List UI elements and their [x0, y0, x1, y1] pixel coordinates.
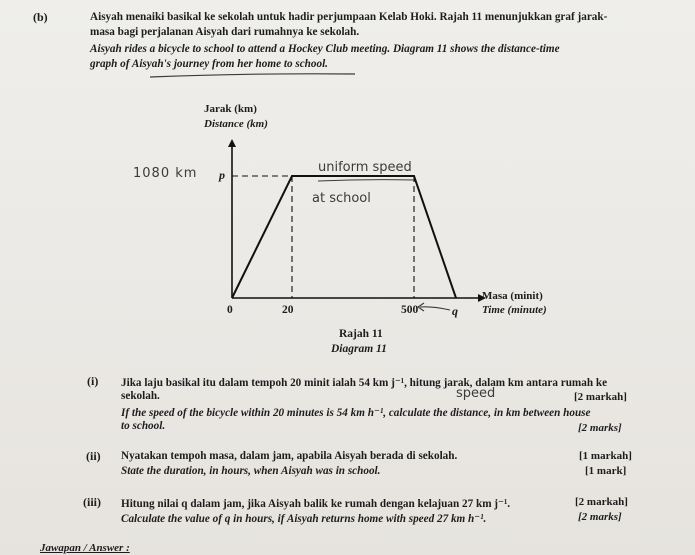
pencil-underline-uniform — [318, 180, 414, 181]
part-i-malay-line-2: sekolah. — [121, 390, 160, 402]
part-i-english-line-1: If the speed of the bicycle within 20 minutes is 54 km h⁻¹, calculate the distance, in km between house — [121, 407, 591, 419]
part-iii-number: (iii) — [83, 495, 101, 509]
part-i-english-line-2: to school. — [121, 420, 166, 432]
part-ii-marks-english: [1 mark] — [585, 465, 627, 477]
y-point-label-p: p — [219, 168, 225, 182]
diagram-label-english: Diagram 11 — [331, 343, 387, 355]
part-i-marks-english: [2 marks] — [578, 422, 622, 434]
x-tick-label-20: 20 — [282, 304, 294, 316]
part-iii-marks-english: [2 marks] — [578, 511, 622, 523]
part-iii-marks-malay: [2 markah] — [575, 496, 628, 508]
part-iii-english-line: Calculate the value of q in hours, if Aisyah returns home with speed 27 km h⁻¹. — [121, 513, 487, 525]
part-ii-english-line: State the duration, in hours, when Aisyah was in school. — [121, 465, 381, 477]
handwritten-at-school: at school — [312, 191, 371, 206]
answer-heading: Jawapan / Answer : — [40, 542, 130, 554]
part-ii-malay-line: Nyatakan tempoh masa, dalam jam, apabila Aisyah berada di sekolah. — [121, 450, 458, 462]
diagram-label-malay: Rajah 11 — [339, 328, 383, 340]
y-axis-arrow — [228, 139, 236, 147]
part-i-marks-malay: [2 markah] — [574, 391, 627, 403]
question-english-line-1: Aisyah rides a bicycle to school to attend a Hockey Club meeting. Diagram 11 shows the distance-time — [90, 43, 560, 55]
part-ii-number: (ii) — [86, 449, 101, 463]
part-i-number: (i) — [87, 374, 99, 388]
x-tick-label-q: q — [452, 304, 458, 318]
y-axis-label-english: Distance (km) — [204, 118, 268, 130]
handwritten-uniform-speed: uniform speed — [318, 160, 412, 175]
question-label: (b) — [33, 10, 48, 24]
handwritten-speed-note: speed — [456, 386, 496, 401]
pencil-arrow — [420, 307, 450, 310]
question-malay-line-1: Aisyah menaiki basikal ke sekolah untuk hadir perjumpaan Kelab Hoki. Rajah 11 menunjukkan graf jarak- — [90, 11, 608, 23]
part-i-malay-line-1: Jika laju basikal itu dalam tempoh 20 minit ialah 54 km j⁻¹, hitung jarak, dalam km antara rumah ke — [121, 377, 608, 389]
part-iii-malay-line: Hitung nilai q dalam jam, jika Aisyah balik ke rumah dengan kelajuan 27 km j⁻¹. — [121, 498, 511, 510]
question-malay-line-2: masa bagi perjalanan Aisyah dari rumahnya ke sekolah. — [90, 26, 360, 38]
pencil-underline — [150, 74, 355, 77]
y-axis-label-malay: Jarak (km) — [204, 103, 257, 115]
x-axis-label-malay: Masa (minit) — [482, 290, 543, 302]
x-tick-label-0: 0 — [227, 304, 233, 316]
x-axis-label-english: Time (minute) — [482, 304, 547, 316]
part-ii-marks-malay: [1 markah] — [579, 450, 632, 462]
handwritten-1080-km: 1080 km — [133, 166, 198, 181]
question-english-line-2: graph of Aisyah's journey from her home to school. — [90, 58, 328, 70]
x-tick-label-500: 500 — [401, 304, 419, 316]
